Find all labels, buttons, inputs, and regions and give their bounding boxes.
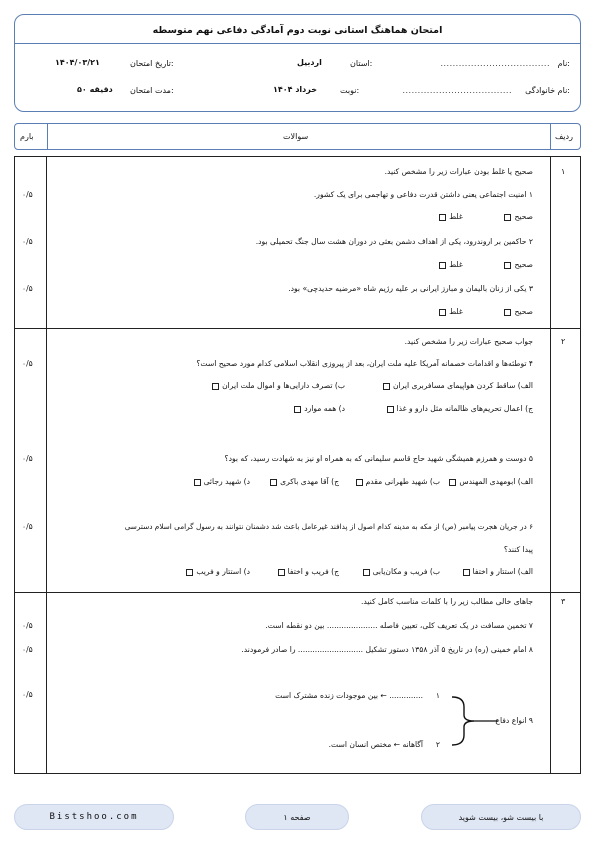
q1-item-3: ۳ یکی از زنان بالیمان و مبارز ایرانی بر علیه رژیم شاه «مرضیه حدیدچی» بود. xyxy=(288,284,533,293)
q9-label: ۹ انواع دفاع xyxy=(495,716,533,725)
q6-a-checkbox[interactable] xyxy=(463,569,470,576)
q4-option-c: ج) اعمال تحریم‌های ظالمانه مثل دارو و غذا xyxy=(384,404,534,413)
q5-b-checkbox[interactable] xyxy=(356,479,363,486)
q6-c-checkbox[interactable] xyxy=(278,569,285,576)
q6-option-d: د) استتار و فریب xyxy=(183,567,250,576)
name-label: نام: xyxy=(557,59,570,68)
q9-brace xyxy=(450,693,502,749)
province-label: استان: xyxy=(350,59,373,68)
duration-label: مدت امتحان: xyxy=(130,86,174,95)
q4-option-b: ب) تصرف دارایی‌ها و اموال ملت ایران xyxy=(209,381,345,390)
q5-c-checkbox[interactable] xyxy=(270,479,277,486)
date-label: تاریخ امتحان: xyxy=(130,59,174,68)
question-number-3: ۳ xyxy=(561,597,566,606)
q9-branch-2-text: آگاهانه ← مختص انسان است. xyxy=(328,740,423,749)
score-5: ۰/۵ xyxy=(22,454,33,463)
q6-d-checkbox[interactable] xyxy=(186,569,193,576)
true-checkbox[interactable] xyxy=(504,309,511,316)
q2-item-4: ۴ توطئه‌ها و اقدامات خصمانه آمریکا علیه ملت ایران، بعد از پیروزی انقلاب اسلامی کدام مورد صحیح است؟ xyxy=(196,359,533,368)
questions-table xyxy=(14,156,581,774)
question-number-2: ۲ xyxy=(561,337,566,346)
q5-option-a: الف) ابومهدی المهندس xyxy=(446,477,533,486)
q2-item-5: ۵ دوست و همرزم همیشگی شهید حاج قاسم سلیمانی که به همراه او نیز به شهادت رسید، که بود؟ xyxy=(224,454,533,463)
false-checkbox[interactable] xyxy=(439,262,446,269)
q1-item-2-options xyxy=(436,260,533,269)
q4-b-checkbox[interactable] xyxy=(212,383,219,390)
q3-item-8: ۸ امام خمینی (ره) در تاریخ ۵ آذر ۱۳۵۸ دستور تشکیل ........................... را صادر فرمودند. xyxy=(241,645,533,654)
slogan: با بیست شو، بیست شوید xyxy=(421,804,581,830)
q2-title: جواب صحیح عبارات زیر را مشخص کنید. xyxy=(404,337,533,346)
score-9: ۰/۵ xyxy=(22,690,33,699)
q5-option-d: د) شهید رجائی xyxy=(191,477,250,486)
header-divider xyxy=(15,43,580,44)
q5-option-b: ب) شهید طهرانی مقدم xyxy=(353,477,440,486)
name-field[interactable]: .................................... xyxy=(440,59,550,68)
q4-d-checkbox[interactable] xyxy=(294,406,301,413)
true-checkbox[interactable] xyxy=(504,262,511,269)
term-label: نوبت: xyxy=(340,86,360,95)
column-header xyxy=(14,123,581,150)
row-column-label: ردیف xyxy=(555,132,573,141)
false-label: غلط xyxy=(449,260,463,269)
term-value: خرداد ۱۴۰۴ xyxy=(273,85,318,94)
q1-item-1-options xyxy=(436,212,533,221)
date-value: ۱۴۰۴/۰۳/۲۱ xyxy=(55,58,100,67)
exam-header xyxy=(14,14,581,112)
q6-b-checkbox[interactable] xyxy=(363,569,370,576)
q2-item-6-continued: پیدا کنند؟ xyxy=(503,545,533,554)
q5-d-checkbox[interactable] xyxy=(194,479,201,486)
questions-column-label: سوالات xyxy=(283,132,309,141)
false-checkbox[interactable] xyxy=(439,214,446,221)
province-value: اردبیل xyxy=(297,58,322,67)
q4-option-a: الف) ساقط کردن هواپیمای مسافربری ایران xyxy=(380,381,533,390)
q5-option-c: ج) آقا مهدی باکری xyxy=(267,477,339,486)
q1-item-1: ۱ امنیت اجتماعی یعنی داشتن قدرت دفاعی و تهاجمی برای یک کشور. xyxy=(313,190,533,199)
q2-item-6: ۶ در جریان هجرت پیامبر (ص) از مکه به مدینه کدام اصول از پدافند غیرعامل باعث شد دشمنان نتوانند به رسول گرامی اسلام دسترسی xyxy=(124,522,533,531)
site-link[interactable]: Bistshoo.com xyxy=(14,804,174,830)
false-label: غلط xyxy=(449,212,463,221)
q1-title: صحیح یا غلط بودن عبارات زیر را مشخص کنید. xyxy=(384,167,533,176)
q4-c-checkbox[interactable] xyxy=(387,406,394,413)
true-label: صحیح xyxy=(514,212,533,221)
score-1: ۰/۵ xyxy=(22,190,33,199)
true-label: صحیح xyxy=(514,307,533,316)
q3-item-7: ۷ تخمین مسافت در یک تعریف کلی، تعیین فاصله ..................... بین دو نقطه است. xyxy=(265,621,533,630)
q9-branch-1-number: ۱ xyxy=(435,691,440,700)
score-7: ۰/۵ xyxy=(22,621,33,630)
score-4: ۰/۵ xyxy=(22,359,33,368)
score-2: ۰/۵ xyxy=(22,237,33,246)
q9-branch-1-text: .............. ← بین موجودات زنده مشترک است xyxy=(275,691,423,700)
true-label: صحیح xyxy=(514,260,533,269)
duration-value: ۵۰ دقیقه xyxy=(77,85,113,94)
page-number: صفحه ۱ xyxy=(245,804,349,830)
q4-a-checkbox[interactable] xyxy=(383,383,390,390)
score-column-label: بارم xyxy=(20,132,34,141)
question-number-1: ۱ xyxy=(561,167,566,176)
q6-option-b: ب) فریب و مکان‌یابی xyxy=(360,567,440,576)
true-checkbox[interactable] xyxy=(504,214,511,221)
exam-title: امتحان هماهنگ استانی نوبت دوم آمادگی دفاعی نهم متوسطه xyxy=(152,25,443,36)
score-3: ۰/۵ xyxy=(22,284,33,293)
q1-item-2: ۲ حاکمین بر اروندرود، یکی از اهداف دشمن بعثی در دوران هشت سال جنگ تحمیلی بود. xyxy=(255,237,533,246)
q1-item-3-options xyxy=(436,307,533,316)
q6-option-a: الف) استتار و اختفا xyxy=(460,567,533,576)
q4-option-d: د) همه موارد xyxy=(291,404,345,413)
q3-title: جاهای خالی مطالب زیر را با کلمات مناسب کامل کنید. xyxy=(360,597,533,606)
false-label: غلط xyxy=(449,307,463,316)
q6-option-c: ج) فریب و اختفا xyxy=(275,567,339,576)
score-8: ۰/۵ xyxy=(22,645,33,654)
q5-a-checkbox[interactable] xyxy=(449,479,456,486)
family-field[interactable]: .................................... xyxy=(402,86,512,95)
score-6: ۰/۵ xyxy=(22,522,33,531)
family-label: نام خانوادگی: xyxy=(525,86,570,95)
q9-branch-2-number: ۲ xyxy=(435,740,440,749)
false-checkbox[interactable] xyxy=(439,309,446,316)
